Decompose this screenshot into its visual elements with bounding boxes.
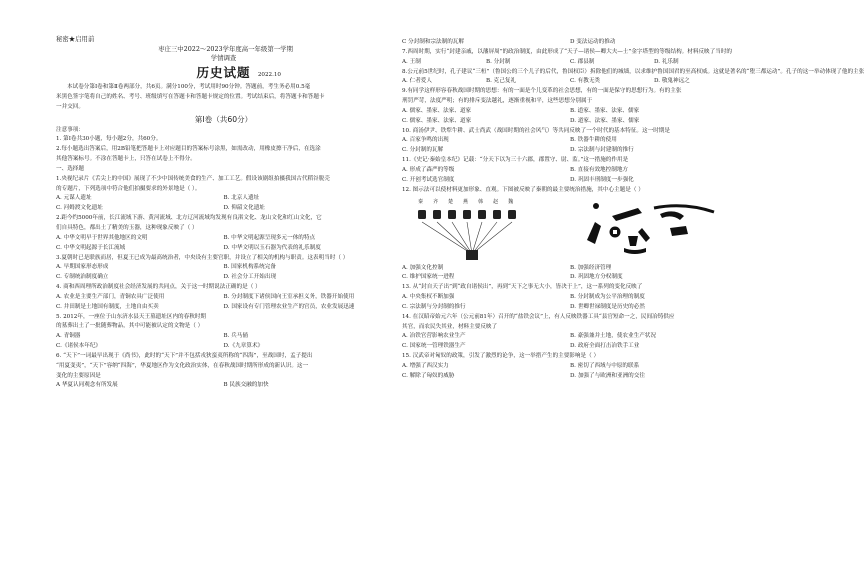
answer-option: D. 加强了与欧洲和亚洲的交往 bbox=[570, 372, 645, 379]
question-text: “用夏变夷”，“天下”容纳“四海”，华夏地区作为文化政治实体，在春秋战国时期所形成的新认识。这一 bbox=[56, 362, 309, 369]
answer-option: C. 有教无类 bbox=[570, 78, 601, 85]
notes-block bbox=[56, 126, 391, 175]
option-row bbox=[56, 263, 391, 273]
answer-option: D. 巩固地方分权制度 bbox=[570, 274, 623, 281]
qin-unification-illustration bbox=[402, 198, 738, 262]
question-text: 14. 在汉昭帝始元六年（公元前81年）召开的“盐铁会议”上，有人反映铁器工具“县官短命一之，民间冶铸供应 bbox=[402, 313, 675, 320]
question-text: 13. 从“封自天子出”到“政自诸侯出”，再到“天下之事无大小，皆决于上”，这一系列的变化反映了 bbox=[402, 284, 643, 291]
intro-line: 一并交回。 bbox=[56, 103, 84, 110]
option-row bbox=[402, 107, 738, 117]
answer-option: D 变法运动的推动 bbox=[570, 39, 616, 45]
state-name: 魏 bbox=[508, 198, 514, 205]
answer-option: D. 宗法制与封建制的推行 bbox=[570, 147, 634, 154]
answer-option: D. 仰韶文化遗址 bbox=[223, 205, 265, 212]
answer-option: D. 世卿世禄制度是历史的必然 bbox=[570, 303, 645, 310]
right-column bbox=[402, 38, 864, 382]
note-line: 其他答案标号。不涂在答题卡上，只答在试卷上不得分。 bbox=[56, 156, 196, 163]
answer-option: D. 巩固丰刑制度一步强化 bbox=[570, 176, 634, 183]
answer-option: C. 维护国家统一进程 bbox=[402, 274, 455, 281]
answer-option: A. 冶铁官营影响农业生产 bbox=[402, 333, 466, 340]
option-row bbox=[402, 166, 738, 176]
seal-script-glyph bbox=[418, 210, 426, 219]
qin-figure bbox=[402, 198, 738, 262]
answer-option: A. 青铜器 bbox=[56, 333, 81, 340]
questions-left bbox=[56, 175, 391, 392]
option-row bbox=[402, 136, 738, 146]
question-text: 3.夏朝时已是联族而居，但夏王已成为最高统治者，中央设有主要官职，并设立了相关的机构与职责。这表明当时（ ） bbox=[56, 254, 349, 261]
answer-option: B. 直接有效地控制地方 bbox=[570, 166, 629, 173]
option-row bbox=[402, 58, 738, 68]
answer-option: C. 专制统治制度确立 bbox=[56, 274, 109, 281]
question-text: 的墓葬出土了一批随葬物品，其中可能被认定的文物是（ ） bbox=[56, 323, 204, 330]
question-text: 的专题片，下列选项中符合他们拍摄要求的外景地是（ ）。 bbox=[56, 185, 201, 192]
option-row bbox=[402, 293, 738, 303]
answer-option: A. 中华文明早于世界其他地区的文明 bbox=[56, 234, 148, 241]
answer-option: B. 加强经济管理 bbox=[570, 264, 612, 271]
answer-option: B 民族交融的加快 bbox=[223, 382, 269, 389]
option-row bbox=[402, 303, 738, 313]
answer-option: C. 儒家、墨家、法家、道家 bbox=[402, 117, 472, 124]
answer-option: B. 分封制度下诸侯国向王室承担义务，铁器开始使用 bbox=[223, 293, 355, 300]
option-row bbox=[402, 273, 738, 283]
option-row bbox=[56, 293, 391, 303]
answer-option: C.《诸侯本年纪》 bbox=[56, 343, 102, 350]
crossbow-bead bbox=[593, 203, 599, 209]
option-row bbox=[402, 362, 738, 372]
left-column bbox=[56, 34, 391, 391]
question-text: 11.《史记·秦始皇本纪》记载：“分天下以为三十六郡，郡置守、尉、监。”这一措施的作用是 bbox=[402, 157, 629, 164]
question-text: 7.西周时期，实行“封建亲戚，以藩屏周”的政治制度，由此形成了“天子—诸侯—卿大夫—士”金字塔型的等级结构。材料反映了当时的 bbox=[402, 48, 733, 55]
intro-block bbox=[56, 83, 391, 113]
option-row bbox=[56, 244, 391, 254]
answer-option: A. 元谋人遗址 bbox=[56, 195, 92, 202]
question-text: 2.距今约5000年前，长江流域下游、黄河流域、北方辽河流域均发现有良渚文化、龙山文化和红山文化，它 bbox=[56, 215, 322, 222]
seal-script-glyph bbox=[493, 210, 501, 219]
answer-option: B. 中华文明起源呈现多元一体的特点 bbox=[223, 234, 316, 241]
answer-option: C. 宗法制与分封制的推行 bbox=[402, 303, 466, 310]
convergence-line bbox=[472, 222, 497, 254]
answer-option: D. 国家设有专门管理农业生产的官员，农业发展迅速 bbox=[223, 303, 355, 310]
answer-option: C. 分封制的瓦解 bbox=[402, 147, 444, 154]
option-row bbox=[56, 303, 391, 313]
convergence-line bbox=[472, 222, 482, 254]
convergence-line bbox=[452, 222, 472, 254]
option-row bbox=[56, 381, 391, 391]
answer-option: B. 国家机构系统完备 bbox=[223, 264, 276, 271]
answer-option: D. 道家、法家、墨家、儒家 bbox=[570, 117, 640, 124]
state-name: 秦 bbox=[418, 198, 424, 205]
survey-heading: 学情调查 bbox=[210, 54, 237, 62]
note-line: 1. 第Ⅰ卷共30小题，每小题2分，共60分。 bbox=[56, 136, 162, 143]
questions-right bbox=[402, 38, 864, 196]
intro-line: 本试卷分第Ⅰ卷和第Ⅱ卷两部分，共6页。满分100分，考试用时90分钟。答题前，考生务必用0.5毫 bbox=[67, 84, 311, 90]
school-heading: 枣庄三中2022～2023学年度高一年级第一学期 bbox=[158, 45, 293, 53]
seal-script-glyph bbox=[478, 210, 486, 219]
answer-option: B. 分封制成为公平治理的制度 bbox=[570, 294, 645, 301]
answer-option: B. 分封制 bbox=[486, 58, 511, 65]
state-name: 齐 bbox=[433, 198, 439, 205]
question-text: 们自具特色，都出土了精美的玉器，这种现象反映了（ ） bbox=[56, 224, 198, 231]
script-characters bbox=[418, 210, 516, 260]
convergence-line bbox=[422, 222, 472, 254]
answer-option: B. 铁器牛耕的使用 bbox=[570, 137, 617, 144]
answer-option: C. 中华文明起源于长江流域 bbox=[56, 244, 126, 251]
convergence-line bbox=[472, 222, 512, 254]
question-text: 1.央视纪录片《舌尖上的中国》展现了不少中国传统美食的生产、加工工艺。假设该剧组拍摄我国古代稻谷脱壳 bbox=[56, 175, 330, 182]
seal-script-glyph bbox=[448, 210, 456, 219]
secret-mark: 秘密★启用前 bbox=[56, 35, 95, 43]
question-text: 6. “天下”一词最早出现于《尚书》，此时的“天下”并不包括戎狄蛮夷所称的“四海”，至战国时，孟子提出 bbox=[56, 352, 313, 359]
answer-option: A. 形成了森严的等级 bbox=[402, 166, 455, 173]
option-row bbox=[56, 273, 391, 283]
answer-option: A. 农业是主要生产部门，青铜农具广泛使用 bbox=[56, 293, 165, 300]
answer-option: B. 北京人遗址 bbox=[223, 195, 260, 202]
unified-script-glyph bbox=[466, 250, 478, 260]
answer-option: C. 郡县制 bbox=[570, 58, 595, 65]
convergence-line bbox=[467, 222, 472, 254]
option-row bbox=[56, 234, 391, 244]
option-row bbox=[56, 332, 391, 342]
answer-option: D. 敬鬼神远之 bbox=[654, 78, 690, 85]
note-line: 注意事项： bbox=[56, 126, 84, 133]
answer-option: A. 中央集权不断加强 bbox=[402, 294, 455, 301]
answer-option: B. 克己复礼 bbox=[486, 78, 517, 85]
option-row bbox=[402, 264, 738, 274]
intro-line: 米黑色签字笔将自己的姓名、考号、班级填写在答题卡和答题卡规定的位置。考试结束后，将答题卡和答题卡 bbox=[56, 93, 325, 100]
seal-script-glyph bbox=[433, 210, 441, 219]
convergence-line bbox=[437, 222, 472, 254]
answer-option: B. 兵马俑 bbox=[223, 333, 248, 340]
answer-option: A. 王制 bbox=[402, 58, 421, 65]
state-name: 韩 bbox=[478, 198, 484, 205]
answer-option: C. 开创考试选官制度 bbox=[402, 176, 455, 183]
answer-option: A. 仁者爱人 bbox=[402, 78, 432, 85]
answer-option: D. 礼乐制 bbox=[654, 58, 679, 65]
sword-shape bbox=[654, 205, 714, 211]
answer-option: B. 道家、墨家、法家、儒家 bbox=[570, 107, 640, 114]
questions-right-after bbox=[402, 264, 738, 382]
answer-option: C 分封制和宗法制的瓦解 bbox=[402, 39, 464, 45]
question-text: 4. 商和西周理所政治制度社会经济发展的共同点，关于这一时期说法正确的是（ ） bbox=[56, 284, 261, 291]
question-text: 5. 2012年，一座位于山东济水县天王墓遗址区内的春秋时期 bbox=[56, 313, 207, 320]
answer-option: A. 儒家、墨家、法家、道家 bbox=[402, 107, 472, 114]
option-row bbox=[402, 146, 738, 156]
answer-option: D. 中华文明以玉石器为代表的礼乐制度 bbox=[223, 244, 321, 251]
option-row bbox=[402, 117, 738, 127]
coin-illustration bbox=[587, 208, 688, 254]
question-text: 12. 图示法可以使材料更加形象、直观。下图被反映了秦朝的最主要统治措施，其中心主题是（ ） bbox=[402, 186, 644, 193]
question-text: 10. 商汤伊尹、铁犁牛耕、武士尚武（战国时期的社会风气）等共同反映了一个时代的基本特征。这一时期是 bbox=[402, 127, 670, 134]
answer-option: A. 加强文化控制 bbox=[402, 264, 444, 271]
option-row bbox=[56, 204, 391, 214]
option-row bbox=[402, 332, 738, 342]
state-name: 楚 bbox=[448, 198, 454, 205]
question-text: 其官，而农民失其业，材料主要反映了 bbox=[402, 323, 498, 330]
option-row bbox=[56, 342, 391, 352]
option-row bbox=[402, 372, 738, 382]
answer-option: A. 早期国家形态形成 bbox=[56, 264, 109, 271]
option-row bbox=[402, 77, 738, 87]
answer-option: A 华夏认同观念有所发展 bbox=[56, 382, 118, 389]
note-line: 一、选择题 bbox=[56, 165, 84, 172]
exam-date: 2022.10 bbox=[257, 72, 281, 78]
answer-option: B. 密切了西域与中原的联系 bbox=[570, 362, 640, 369]
option-row bbox=[402, 176, 738, 186]
question-text: 15. 汉武帝对匈奴的政策，引发了激烈的论争，这一举措产生的主要影响是（ ） bbox=[402, 353, 600, 360]
state-name: 燕 bbox=[463, 198, 469, 205]
seal-script-glyph bbox=[463, 210, 471, 219]
title-row bbox=[56, 63, 391, 83]
answer-option: C. 井田制是土地国有制度，土地自由买卖 bbox=[56, 303, 159, 310]
question-text: 8.公元前5世纪时，孔子建议“三桓”（鲁国公的三个儿子的后代，鲁国权臣）拆除他们的城墙，以求维护鲁国国君的至高权威。这就是著名的“堕三都运动”。孔子的这一举动体现了他的主张 bbox=[402, 68, 864, 75]
answer-option: A. 百家争鸣的出现 bbox=[402, 137, 449, 144]
exam-title: 历史试题 bbox=[196, 65, 251, 80]
answer-option: B. 豪强兼并土地，使农业生产状况 bbox=[570, 333, 656, 340]
state-name: 赵 bbox=[493, 198, 499, 205]
answer-option: D. 政府全面打击冶铁手工业 bbox=[570, 343, 640, 350]
question-text: 9.有同学这样形容春秋战国时期的思想：有的一面是个儿变革的社会思想，有的一面是保守的思想行为。有的主张 bbox=[402, 88, 682, 95]
answer-option: C. 河姆渡文化遗址 bbox=[56, 205, 103, 212]
option-row bbox=[402, 342, 738, 352]
seal-script-glyph bbox=[508, 210, 516, 219]
answer-option: D.《九章算术》 bbox=[223, 343, 264, 350]
option-row bbox=[402, 38, 738, 48]
answer-option: C. 国家统一管理铁器生产 bbox=[402, 343, 466, 350]
question-text: 刑罚严苛，法度严明；有的排斥变法越礼，逐渐重视和平，这些思想分别属于 bbox=[402, 98, 593, 105]
answer-option: D. 社会分工开始出现 bbox=[223, 274, 277, 281]
answer-option: A. 增强了西汉实力 bbox=[402, 362, 449, 369]
note-line: 2.每小题选出答案后，用2B铅笔把答题卡上对应题目的答案标号涂黑，如需改动，用橡皮擦干净后，在选涂 bbox=[56, 146, 321, 153]
section-heading: 第Ⅰ卷（共60分） bbox=[194, 114, 253, 124]
question-text: 变化的主要原因是 bbox=[56, 372, 101, 379]
option-row bbox=[56, 194, 391, 204]
answer-option: C. 解除了匈奴的威胁 bbox=[402, 372, 455, 379]
